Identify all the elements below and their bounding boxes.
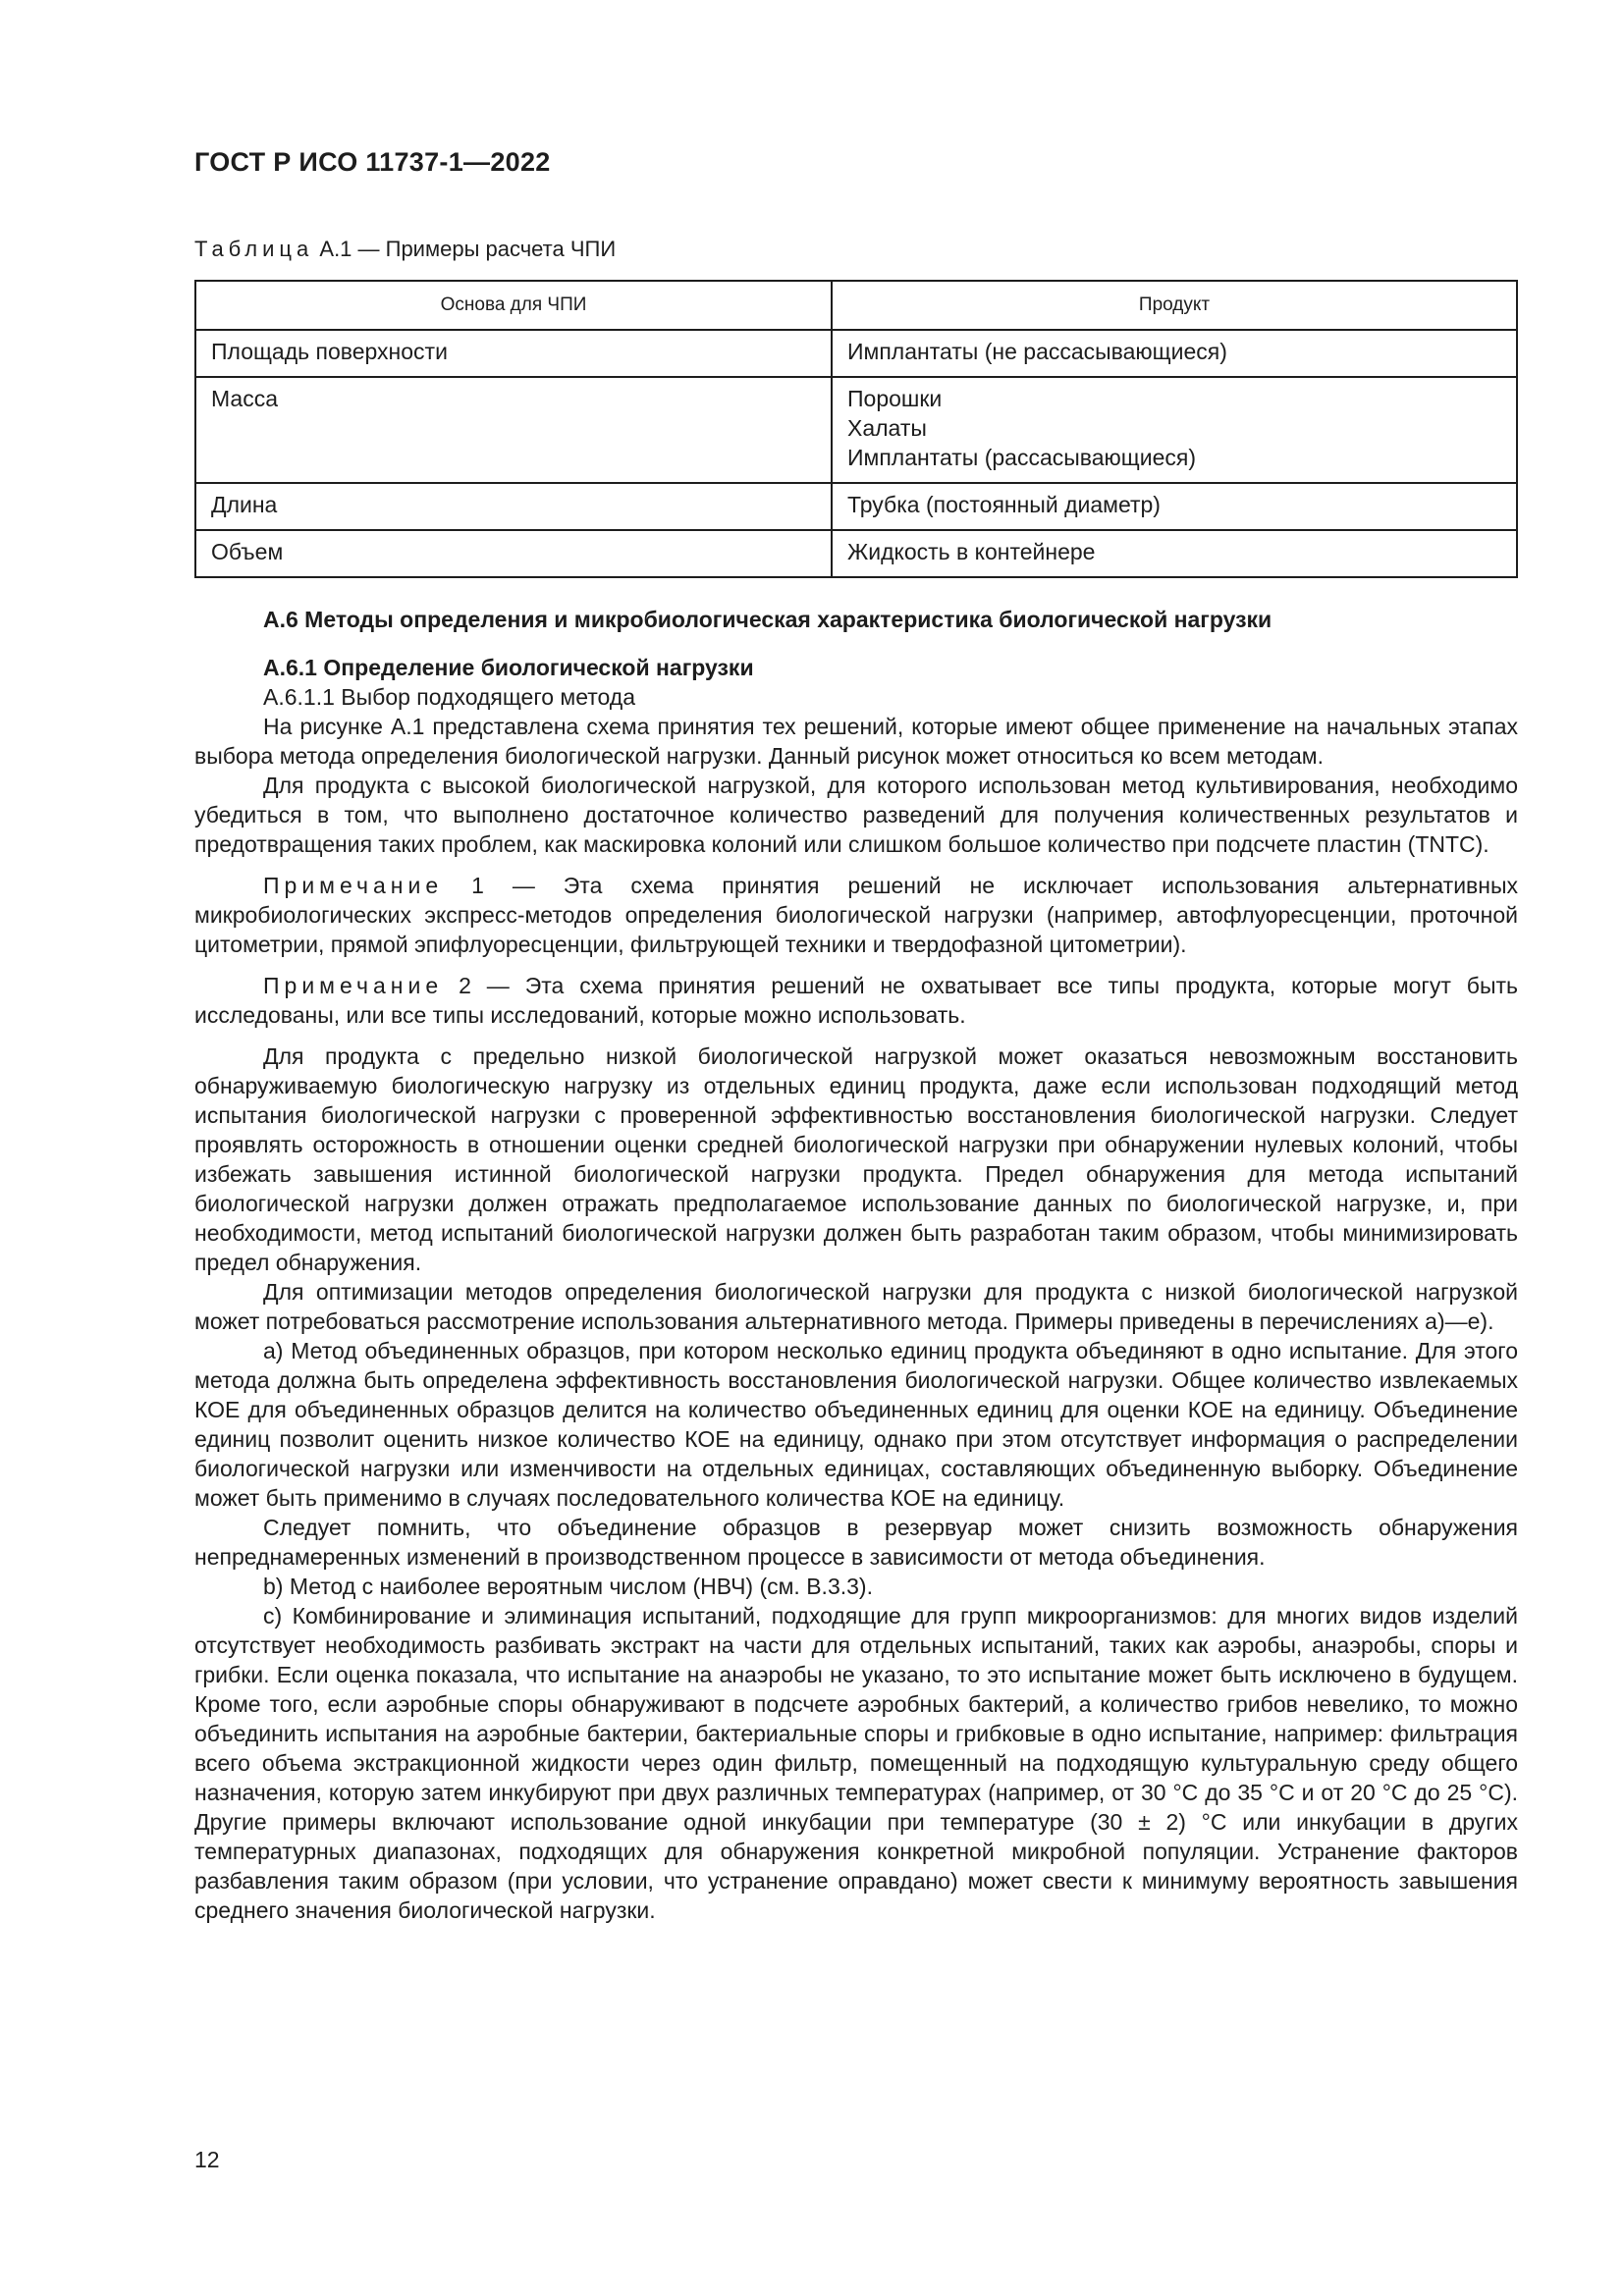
note-text: 1 — Эта схема принятия решений не исключает использования альтернативных микробиологических экспресс-методов определения биологической нагрузки (например, автофлуоресценции, проточной цитометрии, прямой эпифлуоресценции, фильтрующей техники и твердофазной цитометрии). (194, 873, 1519, 957)
note-text: 2 — Эта схема принятия решений не охватывает все типы продукта, которые могут быть исследованы, или все типы исследований, которые можно использовать. (194, 973, 1519, 1028)
product-item: Имплантаты (рассасывающиеся) (847, 445, 1196, 470)
table-cell-basis: Масса (195, 377, 832, 483)
product-item: Порошки (847, 386, 943, 411)
note-2 (194, 971, 1518, 1030)
product-item: Халаты (847, 415, 927, 441)
table-caption-label: Таблица (194, 237, 314, 261)
table-cell-basis: Объем (195, 530, 832, 577)
subsection-heading: А.6.1 Определение биологической нагрузки (263, 655, 754, 680)
table-row (195, 377, 1517, 483)
document-header: ГОСТ Р ИСО 11737-1—2022 (194, 147, 551, 177)
table-cell-product (832, 483, 1517, 530)
table-row (195, 483, 1517, 530)
table-row (195, 330, 1517, 377)
clause-heading: А.6.1.1 Выбор подходящего метода (263, 684, 635, 710)
product-item: Трубка (постоянный диаметр) (847, 492, 1161, 517)
paragraph-pooling-caution: Следует помнить, что объединение образцов в резервуар может снизить возможность обнаружения непреднамеренных изменений в производственном процессе в зависимости от метода объединения. (194, 1515, 1518, 1570)
table-row (195, 530, 1517, 577)
table-cell-product (832, 377, 1517, 483)
section-heading: А.6 Методы определения и микробиологическая характеристика биологической нагрузки (263, 607, 1272, 632)
list-item-a: а) Метод объединенных образцов, при котором несколько единиц продукта объединяют в одно испытание. Для этого метода должна быть определена эффективность восстановления биологической нагрузки. Общее количество извлекаемых КОЕ для объединенных образцов делится на количество объединенных единиц для оценки КОЕ на единицу. Объединение единиц позволит оценить низкое количество КОЕ на единицу, однако при этом отсутствует информация о распределении биологической нагрузки или изменчивости на отдельных единицах, составляющих объединенную выборку. Объединение может быть применимо в случаях последовательного количества КОЕ на единицу. (194, 1338, 1518, 1511)
note-1 (194, 871, 1518, 959)
table-caption (194, 237, 1518, 262)
note-label: Примечание (263, 873, 444, 898)
table-caption-text: А.1 — Примеры расчета ЧПИ (319, 237, 617, 261)
product-item: Жидкость в контейнере (847, 539, 1096, 564)
note-label: Примечание (263, 973, 444, 998)
table-cell-basis: Длина (195, 483, 832, 530)
column-header-basis: Основа для ЧПИ (195, 281, 832, 330)
document-page (194, 147, 1518, 1925)
paragraph-optimization: Для оптимизации методов определения биологической нагрузки для продукта с низкой биологической нагрузкой может потребоваться рассмотрение использования альтернативного метода. Примеры приведены в перечислениях а)—е). (194, 1279, 1518, 1334)
column-header-product: Продукт (832, 281, 1517, 330)
paragraph-low-bioburden: Для продукта с предельно низкой биологической нагрузкой может оказаться невозможным восстановить обнаруживаемую биологическую нагрузку из отдельных единиц продукта, даже если использован подходящий метод испытания биологической нагрузки с проверенной эффективностью восстановления биологической нагрузки. Следует проявлять осторожность в отношении оценки средней биологической нагрузки при обнаружении нулевых колоний, чтобы избежать завышения истинной биологической нагрузки продукта. Предел обнаружения для метода испытаний биологической нагрузки должен отражать предполагаемое использование данных по биологической нагрузке, и, при необходимости, метод испытаний биологической нагрузки должен быть разработан таким образом, чтобы минимизировать предел обнаружения. (194, 1043, 1518, 1275)
list-item-b: b) Метод с наиболее вероятным числом (НВЧ) (см. В.3.3). (263, 1574, 873, 1599)
table-cell-basis: Площадь поверхности (195, 330, 832, 377)
table-cell-product (832, 330, 1517, 377)
table-cell-product (832, 530, 1517, 577)
paragraph-high-bioburden: Для продукта с высокой биологической нагрузкой, для которого использован метод культивирования, необходимо убедиться в том, что выполнено достаточное количество разведений для получения количественных результатов и предотвращения таких проблем, как маскировка колоний или слишком большое количество при подсчете пластин (TNTC). (194, 773, 1518, 857)
paragraph-figure-reference: На рисунке А.1 представлена схема принятия тех решений, которые имеют общее применение на начальных этапах выбора метода определения биологической нагрузки. Данный рисунок может относиться ко всем методам. (194, 714, 1518, 769)
page-number: 12 (194, 2147, 220, 2172)
table-header-row (195, 281, 1517, 330)
list-item-c: с) Комбинирование и элиминация испытаний, подходящие для групп микроорганизмов: для многих видов изделий отсутствует необходимость разбивать экстракт на части для отдельных испытаний, таких как аэробы, анаэробы, споры и грибки. Если оценка показала, что испытание на анаэробы не указано, то это испытание может быть исключено в будущем. Кроме того, если аэробные споры обнаруживают в подсчете аэробных бактерий, а количество грибов невелико, то можно объединить испытания на аэробные бактерии, бактериальные споры и грибковые в одно испытание, например: фильтрация всего объема экстракционной жидкости через один фильтр, помещенный на подходящую культуральную среду общего назначения, которую затем инкубируют при двух различных температурах (например, от 30 °С до 35 °С и от 20 °С до 25 °С). Другие примеры включают использование одной инкубации при температуре (30 ± 2) °С или инкубации в других температурных диапазонах, подходящих для обнаружения конкретной микробной популяции. Устранение факторов разбавления таким образом (при условии, что устранение оправдано) может свести к минимуму вероятность завышения среднего значения биологической нагрузки. (194, 1603, 1518, 1923)
examples-table (194, 280, 1518, 578)
product-item: Имплантаты (не рассасывающиеся) (847, 339, 1227, 364)
